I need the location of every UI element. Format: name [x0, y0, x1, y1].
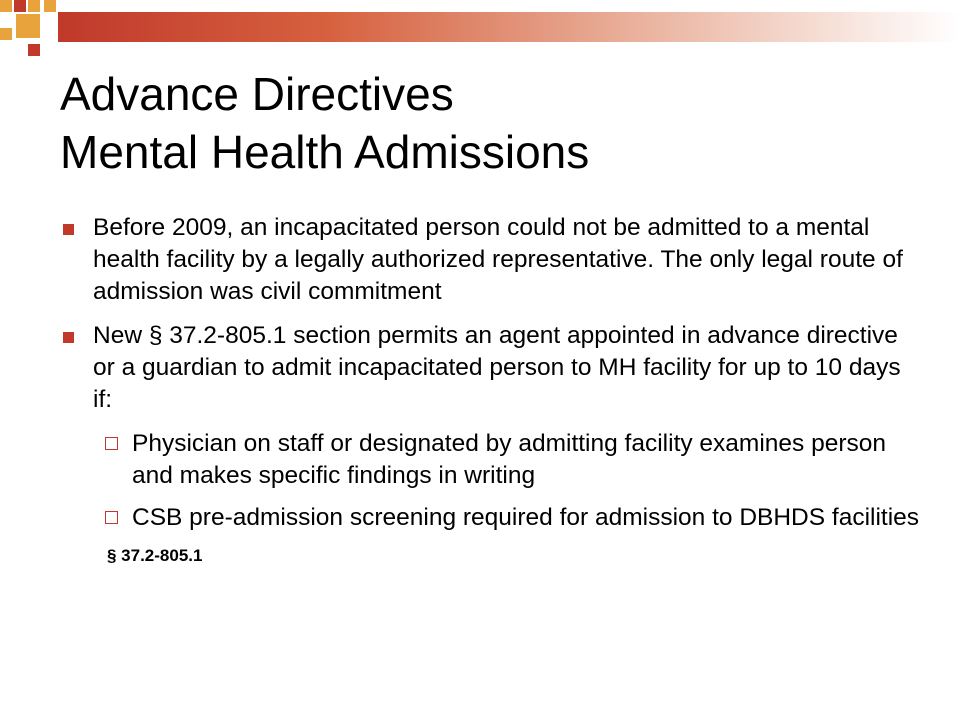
bullet-item [60, 320, 920, 416]
decor-square [0, 28, 12, 40]
title-line-2: Mental Health Admissions [60, 126, 590, 178]
hollow-square-bullet-icon [105, 437, 118, 450]
header-decoration [0, 0, 960, 60]
title-line-1: Advance Directives [60, 68, 454, 120]
bullet-text: New § 37.2-805.1 section permits an agent appointed in advance directive or a guardian to admit incapacitated person to MH facility for up to 10 days if: [93, 322, 901, 413]
bullet-item [60, 212, 920, 308]
square-bullet-icon [63, 224, 74, 235]
slide-title [60, 65, 940, 181]
bullet-text: Before 2009, an incapacitated person could not be admitted to a mental health facility by a legally authorized representative. The only legal route of admission was civil commitment [93, 214, 903, 305]
hollow-square-bullet-icon [105, 511, 118, 524]
square-bullet-icon [63, 332, 74, 343]
statute-citation: § 37.2-805.1 [107, 546, 203, 565]
decor-square [0, 0, 12, 12]
sub-bullet-item [60, 428, 920, 492]
decor-square [14, 0, 26, 12]
sub-bullet-text: Physician on staff or designated by admitting facility examines person and makes specific findings in writing [132, 430, 887, 489]
decor-square [28, 0, 40, 12]
header-gradient-bar [58, 12, 960, 42]
sub-bullet-text: CSB pre-admission screening required for admission to DBHDS facilities [132, 504, 920, 531]
sub-bullet-item [60, 502, 920, 534]
decor-square [16, 14, 40, 38]
slide-body [60, 212, 920, 568]
decor-square [44, 0, 56, 12]
decor-square [28, 44, 40, 56]
